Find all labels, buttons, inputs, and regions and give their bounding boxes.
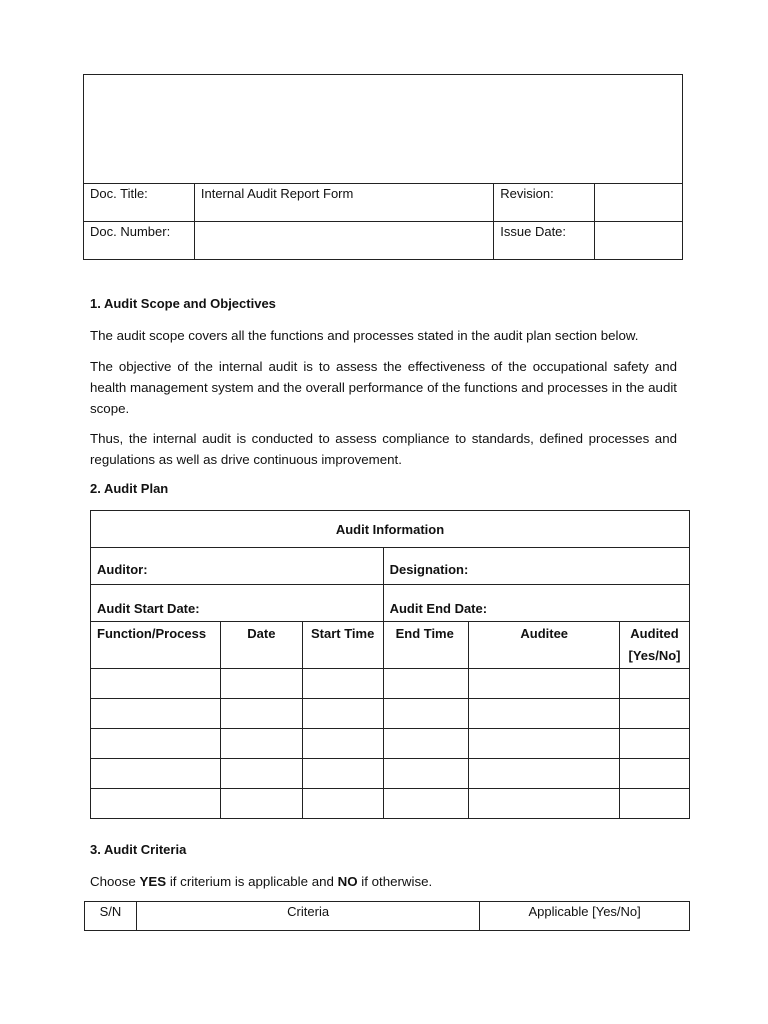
table-cell[interactable] xyxy=(383,759,469,789)
table-cell[interactable] xyxy=(619,699,689,729)
audit-criteria-table xyxy=(84,901,690,931)
audit-start-date-label: Audit Start Date: xyxy=(97,601,200,616)
auditor-field[interactable] xyxy=(91,548,384,585)
table-cell[interactable] xyxy=(91,669,221,699)
designation-field[interactable] xyxy=(383,548,689,585)
intro-yes: YES xyxy=(139,874,167,889)
table-cell[interactable] xyxy=(302,669,383,699)
table-cell[interactable] xyxy=(383,699,469,729)
table-cell[interactable] xyxy=(220,759,302,789)
table-row xyxy=(91,669,690,699)
table-cell[interactable] xyxy=(302,699,383,729)
table-cell[interactable] xyxy=(383,729,469,759)
table-row xyxy=(91,759,690,789)
table-cell[interactable] xyxy=(469,789,620,819)
col-function-process: Function/Process xyxy=(91,622,221,669)
col-end-time: End Time xyxy=(383,622,469,669)
doc-title-value[interactable]: Internal Audit Report Form xyxy=(194,184,493,222)
auditor-label: Auditor: xyxy=(97,562,148,577)
col-auditee: Auditee xyxy=(469,622,620,669)
table-cell[interactable] xyxy=(220,729,302,759)
col-criteria: Criteria xyxy=(136,902,479,931)
doc-number-label: Doc. Number: xyxy=(84,222,195,260)
table-cell[interactable] xyxy=(302,789,383,819)
logo-area xyxy=(84,75,683,184)
table-cell[interactable] xyxy=(220,699,302,729)
table-cell[interactable] xyxy=(383,669,469,699)
intro-mid: if criterium is applicable and xyxy=(166,874,338,889)
col-date: Date xyxy=(220,622,302,669)
criteria-instructions xyxy=(90,871,677,892)
table-cell[interactable] xyxy=(91,699,221,729)
table-cell[interactable] xyxy=(469,759,620,789)
intro-prefix: Choose xyxy=(90,874,140,889)
compliance-paragraph: Thus, the internal audit is conducted to assess compliance to standards, defined processes and regulations as well as drive continuous improvement. xyxy=(90,431,677,467)
table-cell[interactable] xyxy=(619,759,689,789)
col-audited: Audited [Yes/No] xyxy=(619,622,689,669)
revision-label: Revision: xyxy=(494,184,595,222)
table-cell[interactable] xyxy=(469,669,620,699)
doc-title-label: Doc. Title: xyxy=(84,184,195,222)
table-cell[interactable] xyxy=(91,789,221,819)
table-cell[interactable] xyxy=(220,669,302,699)
scope-paragraph: The audit scope covers all the functions and processes stated in the audit plan section below. xyxy=(90,328,639,343)
table-cell[interactable] xyxy=(91,729,221,759)
section-3-heading: 3. Audit Criteria xyxy=(90,842,187,857)
audit-end-date-field[interactable] xyxy=(383,585,689,622)
section-2-heading: 2. Audit Plan xyxy=(90,481,169,496)
objective-paragraph: The objective of the internal audit is to assess the effectiveness of the occupational safety and health management system and the overall performance of the functions and processes in the audit scope. xyxy=(90,359,677,416)
col-applicable: Applicable [Yes/No] xyxy=(480,902,690,931)
audit-start-date-field[interactable] xyxy=(91,585,384,622)
intro-suffix: if otherwise. xyxy=(357,874,433,889)
table-cell[interactable] xyxy=(619,669,689,699)
table-cell[interactable] xyxy=(469,699,620,729)
designation-label: Designation: xyxy=(389,562,469,577)
document-header-table xyxy=(83,74,683,260)
audit-end-date-label: Audit End Date: xyxy=(389,601,488,616)
col-sn: S/N xyxy=(85,902,137,931)
table-cell[interactable] xyxy=(220,789,302,819)
section-1-heading: 1. Audit Scope and Objectives xyxy=(90,296,276,311)
audit-plan-table xyxy=(90,510,690,819)
col-start-time: Start Time xyxy=(302,622,383,669)
table-cell[interactable] xyxy=(383,789,469,819)
table-row xyxy=(91,699,690,729)
table-cell[interactable] xyxy=(619,729,689,759)
table-cell[interactable] xyxy=(302,729,383,759)
table-cell[interactable] xyxy=(469,729,620,759)
table-row xyxy=(91,789,690,819)
issue-date-label: Issue Date: xyxy=(494,222,595,260)
table-row xyxy=(91,729,690,759)
intro-no: NO xyxy=(337,874,358,889)
table-cell[interactable] xyxy=(91,759,221,789)
table-cell[interactable] xyxy=(302,759,383,789)
revision-value[interactable] xyxy=(595,184,683,222)
table-cell[interactable] xyxy=(619,789,689,819)
issue-date-value[interactable] xyxy=(595,222,683,260)
doc-number-value[interactable] xyxy=(194,222,493,260)
audit-information-title: Audit Information xyxy=(91,511,690,548)
